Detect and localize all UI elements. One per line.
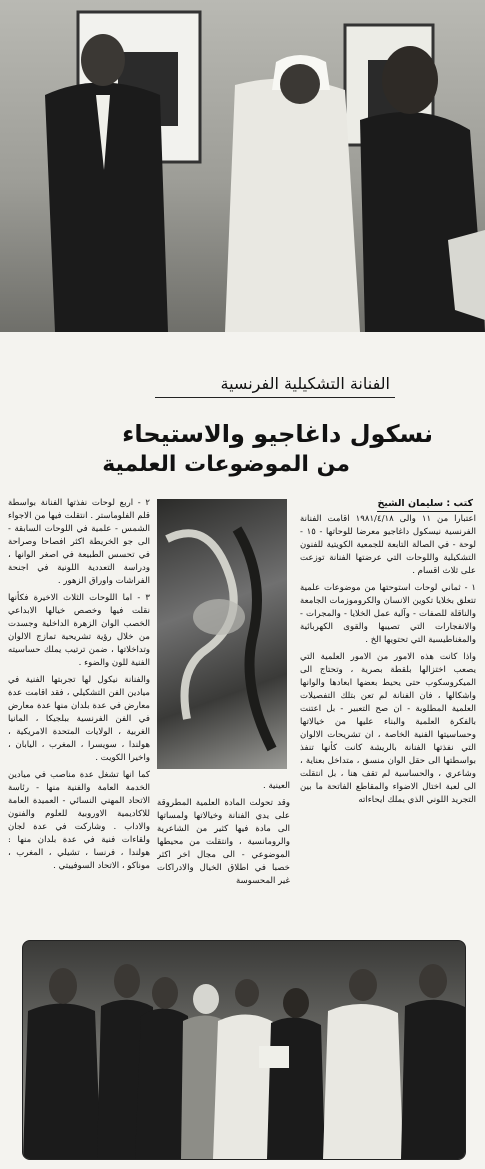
artwork-stroke xyxy=(237,529,272,749)
person-6 xyxy=(267,1017,325,1159)
headline-line-1: نسكول داغاجيو والاستيحاء xyxy=(122,420,433,448)
artwork-photo xyxy=(157,499,287,769)
person-2-head xyxy=(114,964,140,998)
article-kicker: الفنانة التشكيلية الفرنسية xyxy=(220,374,390,393)
byline: كتب : سليمان الشيخ xyxy=(377,498,473,512)
paragraph: واذا كانت هذه الامور من الامور العلمية التي يصعب اختزالها بلقطة بصرية ، وتحتاج الى الميكروسكوب حتى يحيط بعضها ابعادها والوانها واشكالها ، فان الفنانة لم تعن بتلك التفصيلات العلمية المطلوبة - ان صح التعبير - بل اعتنت بالفكرة العلمية والبناء عليها من خيالاتها وحساسيتها الفنية الخاصة ، ان تشريحات الالوان التي نفذتها الفنانة بالريشة كانت كأنها تنفذ بواسطتها الى حقل الوان منسق ، متداخل بعناية ، وشاعري ، والحساسية لم تقف هنا ، بل انتقلت الى لعبة اختال الاضواء والمقاطع الفاتحة ما بين التجريد اللوني الذي يملك ايحاءاته xyxy=(300,652,476,805)
person-5-head xyxy=(235,979,259,1007)
kicker-rule xyxy=(155,397,395,398)
person-6-head xyxy=(283,988,309,1018)
headline-line-2: من الموضوعات العلمية xyxy=(102,452,350,477)
person-1-head xyxy=(49,968,77,1004)
article-column-middle xyxy=(157,780,290,930)
paragraph: ٢ - اربع لوحات نفذتها الفنانة بواسطة قلم الفلوماستر . انتقلت فيها من الاجواء الشمس - علمية في اللوحات السابقة - الى جو الخريطة اكثر افصاحا وصراحة في تحسس الطبيعة في اصغر الوانها ، ودراسة التعددية اللونية في اجنحة الفراشات واوراق الزهور . xyxy=(8,498,150,586)
paragraph: العينية . xyxy=(262,781,290,791)
paragraph: والفنانة نيكول لها تجربتها الفنية في ميادين الفن التشكيلي ، فقد اقامت عدة معارض في عدة بلدان منها عدة معارض في الفن الفرنسية ببلجيكا ، المانيا الغربية ، الولايات المتحدة الامريكية ، هولندا ، سويسرا ، المغرب ، اليابان ، واخيرا الكويت . xyxy=(8,675,150,763)
person-8 xyxy=(401,1000,465,1159)
paragraph: كما انها تشغل عدة مناصب في ميادين الخدمة العامة والفنية منها - رئاسة الاتحاد المهني النسائي - العميدة العامة للاكاديمية الاوروبية للعلوم والفنون والاداب . وشاركت في عدة لجان ولقاءات فنية في عدة بلدان منها : هولندا ، فرنسا ، تشيلي ، المغرب ، موناكو ، الاتحاد السوفييتي . xyxy=(8,770,150,871)
article-column-right xyxy=(300,513,476,933)
group-figures xyxy=(23,941,465,1159)
man-in-thobe-head xyxy=(280,64,320,104)
person-7-thobe xyxy=(323,1004,403,1159)
person-1 xyxy=(23,1004,101,1160)
paragraph: وقد تحولت المادة العلمية المطروقة على يدي الفنانة وخيالاتها ولمساتها الى مادة فيها كثير من الشاعرية والرومانسية ، وانتقلت من محيطها الموضوعي - الى مجال اخر اكثر خصبا في اطلاق الخيال والادراكات غير المحسوسة xyxy=(157,798,290,886)
top-photo xyxy=(0,0,485,332)
person-7-head xyxy=(349,969,377,1001)
person-8-head xyxy=(419,964,447,998)
certificate-paper xyxy=(259,1046,289,1068)
artwork-texture xyxy=(157,499,287,769)
man-in-thobe xyxy=(225,79,360,332)
person-4-head xyxy=(193,984,219,1014)
woman-head xyxy=(382,46,438,114)
article-column-left xyxy=(8,497,150,937)
person-3-head xyxy=(152,977,178,1009)
paragraph: ١ - ثماني لوحات استوحتها من موضوعات علمية تتعلق بخلايا تكوين الانسان والكروموزمات الجامعة والناقلة للصفات - وآلية عمل الخلايا - والمجرات - والانفجارات التي تصيبها والقوى الكهربائية والمغناطيسية التي تحتويها الخ . xyxy=(300,583,476,645)
man-in-suit-head xyxy=(81,34,125,86)
paragraph: ٣ - اما اللوحات الثلاث الاخيرة فكأنها نقلت فيها وخصص خيالها الابداعي الخصب الوان الزهرة الداخلية وجسدت من خلال رؤية تشريحية تمازج الالوان وتداخلاتها ، ضمن ترتيب يملك حساسيته الفنية للون والضوء . xyxy=(8,593,150,668)
top-photo-figures xyxy=(0,0,485,332)
paragraph: اعتبارا من ١١ والى ١٩٨١/٤/١٨ اقامت الفنانة الفرنسية نيسكول داغاجيو معرضا للوحاتها - ١٥ - لوحة - في الصالة التابعة للجمعية الكويتية للفنون التشكيلية واللوحات التي عرضتها الفنانة توزعت على ثلاث اقسام . xyxy=(300,514,476,576)
artwork-blob xyxy=(193,599,245,635)
bottom-group-photo xyxy=(22,940,466,1160)
